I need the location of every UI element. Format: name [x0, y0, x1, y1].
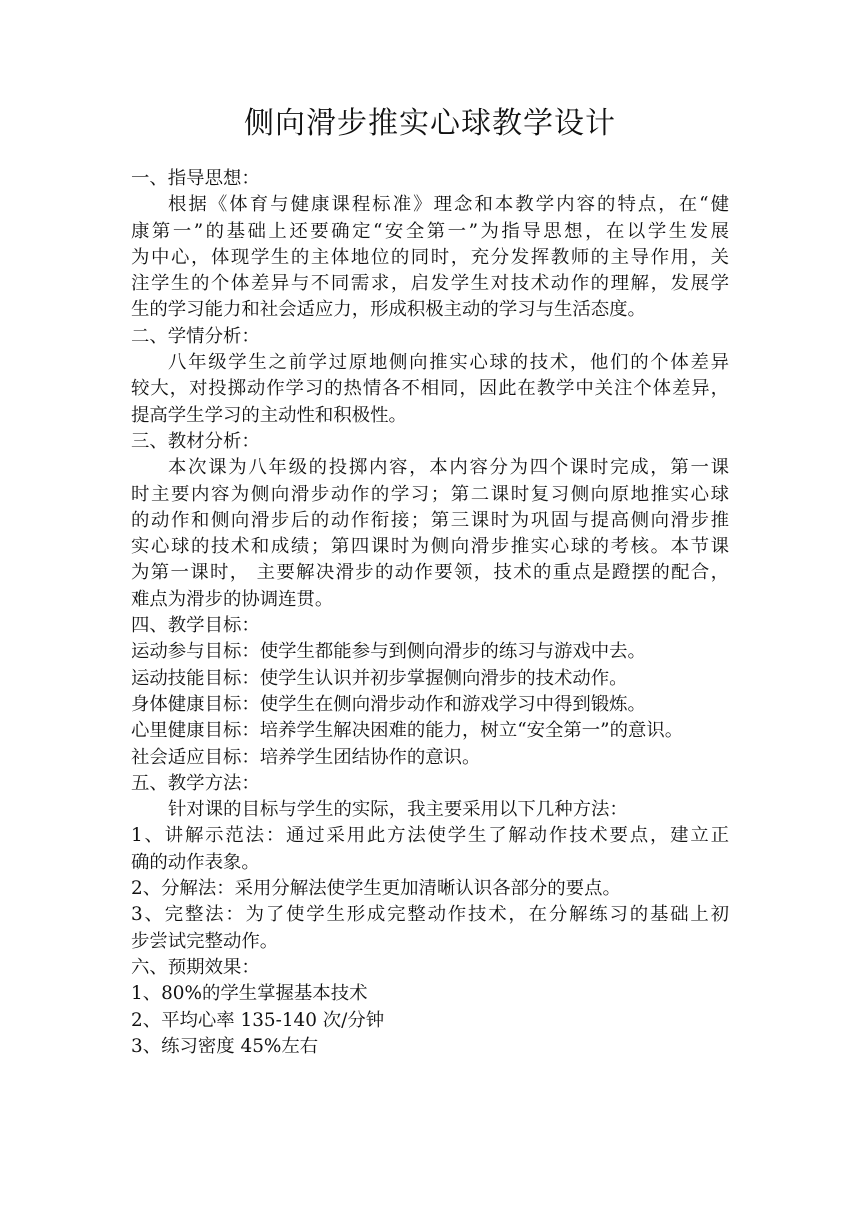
objective-line: 身体健康目标：使学生在侧向滑步动作和游戏学习中得到锻炼。 [131, 693, 646, 715]
section-heading: 五、教学方法： [131, 772, 260, 794]
method-line: 3、完整法：为了使学生形成完整动作技术，在分解练习的基础上初 [131, 904, 729, 926]
section-heading: 二、学情分析： [131, 325, 260, 347]
paragraph-line: 注学生的个体差异与不同需求，启发学生对技术动作的理解，发展学 [131, 273, 729, 295]
section-heading: 三、教材分析： [131, 430, 260, 452]
paragraph-line: 本次课为八年级的投掷内容，本内容分为四个课时完成，第一课 [168, 457, 729, 479]
paragraph-line: 实心球的技术和成绩；第四课时为侧向滑步推实心球的考核。本节课 [131, 536, 729, 558]
paragraph-line: 较大，对投掷动作学习的热情各不相同，因此在教学中关注个体差异， [131, 378, 729, 400]
paragraph-line: 针对课的目标与学生的实际，我主要采用以下几种方法： [168, 799, 628, 821]
paragraph-line: 时主要内容为侧向滑步动作的学习；第二课时复习侧向原地推实心球 [131, 483, 729, 505]
method-line: 1、讲解示范法：通过采用此方法使学生了解动作技术要点，建立正 [131, 825, 729, 847]
section-heading: 一、指导思想： [131, 168, 260, 189]
method-line: 步尝试完整动作。 [131, 930, 279, 952]
paragraph-line: 根据《体育与健康课程标准》理念和本教学内容的特点，在“健 [168, 194, 729, 216]
expected-result-line: 2、平均心率 135-140 次/分钟 [131, 1009, 385, 1031]
document-body [131, 166, 729, 1060]
paragraph-line: 生的学习能力和社会适应力，形成积极主动的学习与生活态度。 [131, 299, 646, 321]
paragraph-line: 提高学生学习的主动性和积极性。 [131, 404, 407, 426]
section-heading: 四、教学目标： [131, 615, 260, 637]
paragraph-line: 为第一课时， 主要解决滑步的动作要领，技术的重点是蹬摆的配合， [131, 562, 729, 584]
method-line: 2、分解法：采用分解法使学生更加清晰认识各部分的要点。 [131, 878, 621, 900]
expected-result-line: 1、80%的学生掌握基本技术 [131, 983, 368, 1005]
method-line: 确的动作表象。 [131, 851, 260, 873]
expected-result-line: 3、练习密度 45%左右 [131, 1035, 319, 1057]
paragraph-line: 康第一”的基础上还要确定“安全第一”为指导思想，在以学生发展 [131, 220, 729, 242]
document-title: 侧向滑步推实心球教学设计 [244, 106, 616, 141]
paragraph-line: 的动作和侧向滑步后的动作衔接；第三课时为巩固与提高侧向滑步推 [131, 509, 729, 531]
objective-line: 心里健康目标：培养学生解决困难的能力，树立“安全第一”的意识。 [131, 720, 684, 742]
objective-line: 社会适应目标：培养学生团结协作的意识。 [131, 746, 481, 768]
section-heading: 六、预期效果： [131, 956, 260, 978]
objective-line: 运动参与目标：使学生都能参与到侧向滑步的练习与游戏中去。 [131, 641, 646, 663]
objective-line: 运动技能目标：使学生认识并初步掌握侧向滑步的技术动作。 [131, 667, 628, 689]
paragraph-line: 八年级学生之前学过原地侧向推实心球的技术，他们的个体差异 [168, 352, 729, 374]
paragraph-line: 难点为滑步的协调连贯。 [131, 588, 334, 610]
paragraph-line: 为中心，体现学生的主体地位的同时，充分发挥教师的主导作用，关 [131, 246, 729, 268]
